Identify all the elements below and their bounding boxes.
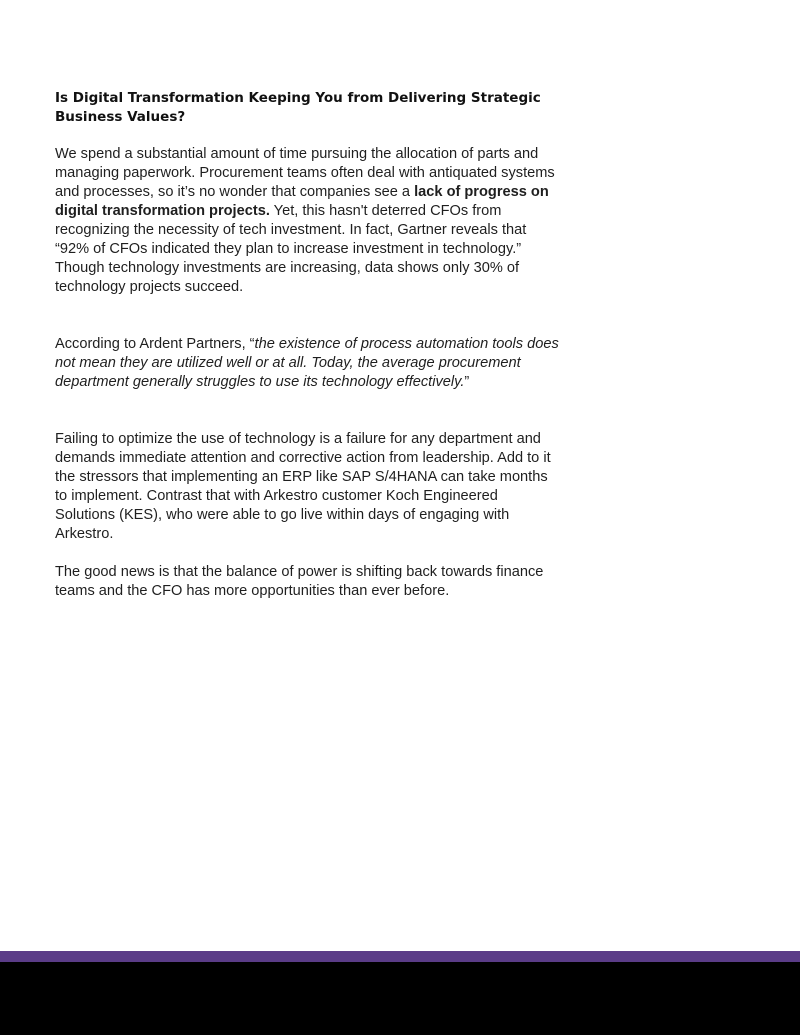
paragraph-intro (55, 145, 560, 297)
paragraph-quote-text-before: According to Ardent Partners, “ (55, 336, 255, 352)
footer-purple-stripe (0, 951, 800, 962)
paragraph-good-news: The good news is that the balance of power is shifting back towards finance teams and the CFO has more opportunities than ever before. (55, 564, 544, 599)
section-heading: Is Digital Transformation Keeping You from Delivering Strategic Business Values? (55, 90, 541, 125)
paragraph-quote-text-after: ” (464, 374, 470, 390)
paragraph-intro-text-after: Yet, this hasn't deterred CFOs from recognizing the necessity of tech investment. In fact, Gartner reveals that “92% of CFOs indicated they plan to increase investment in technology.” Though technology investments are increasing, data shows only 30% of technology projects succeed. (55, 203, 527, 295)
paragraph-quote-italic: the existence of process automation tools does not mean they are utilized well or at all. Today, the average procurement department generally struggles to use its technology effectively. (55, 336, 559, 390)
paragraph-quote (55, 335, 560, 392)
paragraph-optimization: Failing to optimize the use of technology is a failure for any department and demands immediate attention and corrective action from leadership. Add to it the stressors that implementing an ERP like SAP S/4HANA can take months to implement. Contrast that with Arkestro customer Koch Engineered Solutions (KES), who were able to go live within days of engaging with Arkestro. (55, 431, 551, 542)
document-body (55, 89, 560, 601)
footer-black-bar (0, 962, 800, 1035)
paragraph-intro-bold: lack of progress on digital transformation projects. (55, 184, 549, 219)
paragraph-intro-text-before: We spend a substantial amount of time pursuing the allocation of parts and managing paperwork. Procurement teams often deal with antiquated systems and processes, so it’s no wonder that companies see a (55, 146, 555, 200)
